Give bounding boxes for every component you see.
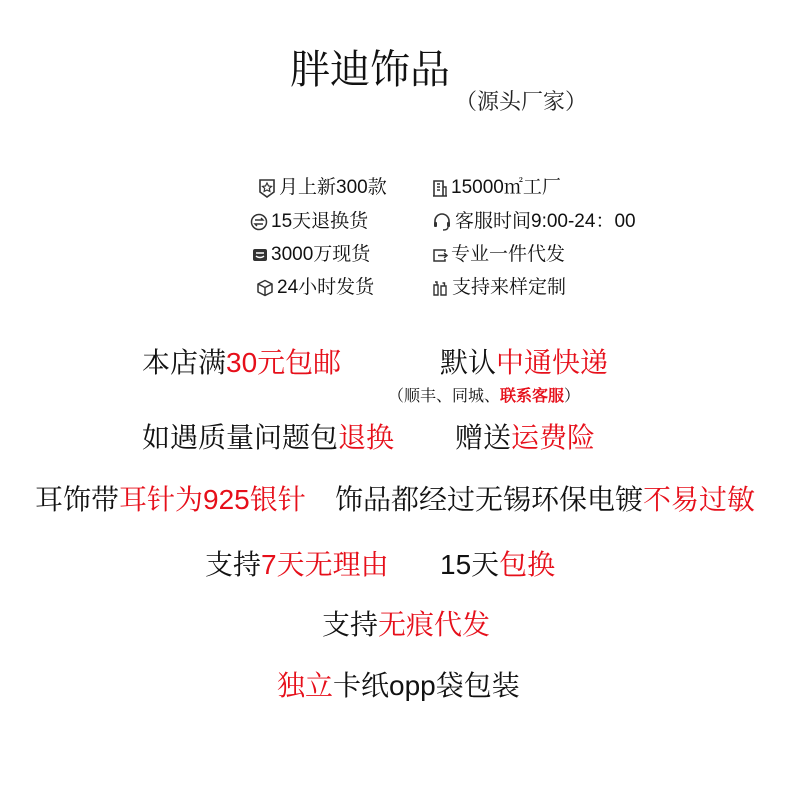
feature-text: 24小时发货 bbox=[277, 277, 375, 298]
feature-text: 15000㎡工厂 bbox=[451, 177, 561, 198]
feature-text: 15天退换货 bbox=[271, 211, 369, 232]
contact-service-text: 联系客服 bbox=[500, 388, 565, 405]
feature-new-arrivals bbox=[258, 176, 387, 200]
policy-highlight: 包换 bbox=[499, 549, 556, 580]
feature-text: 支持来样定制 bbox=[452, 277, 567, 298]
policy-highlight: 不易过敏 bbox=[643, 484, 756, 515]
quality-return-policy bbox=[142, 420, 394, 456]
dropship-policy bbox=[322, 607, 490, 643]
note-text: （顺丰、同城、 bbox=[388, 388, 501, 405]
policy-text: 支持 bbox=[205, 549, 262, 580]
policy-highlight: 耳针为925银针 bbox=[119, 484, 306, 515]
new-badge-icon bbox=[258, 178, 276, 198]
shop-subtitle: （源头厂家） bbox=[455, 89, 588, 114]
feature-text: 月上新300款 bbox=[279, 177, 387, 198]
policy-text: 支持 bbox=[322, 609, 379, 640]
policy-text: 耳饰带 bbox=[35, 484, 120, 515]
policy-highlight: 中通快递 bbox=[496, 347, 609, 378]
packaging-policy bbox=[277, 668, 520, 704]
feature-24h-shipping bbox=[256, 276, 374, 300]
feature-return bbox=[250, 210, 368, 234]
policy-text: 赠送 bbox=[455, 422, 512, 453]
note-text: ） bbox=[564, 388, 581, 405]
policy-text: 卡纸opp袋包装 bbox=[333, 670, 520, 701]
feature-text: 客服时间9:00-24：00 bbox=[455, 211, 636, 232]
policy-highlight: 独立 bbox=[277, 670, 334, 701]
exchange-policy bbox=[440, 547, 555, 583]
package-icon bbox=[256, 279, 274, 297]
headset-icon bbox=[432, 213, 452, 231]
policy-text: 本店满 bbox=[142, 347, 227, 378]
policy-text: 15天 bbox=[440, 549, 500, 580]
policy-highlight: 运费险 bbox=[511, 422, 596, 453]
courier-note bbox=[388, 387, 580, 407]
plating-policy bbox=[335, 482, 755, 518]
earring-needle-policy bbox=[35, 482, 306, 518]
building-icon bbox=[432, 179, 448, 197]
dropship-icon bbox=[432, 247, 448, 263]
feature-text: 3000万现货 bbox=[271, 244, 371, 265]
stock-box-icon bbox=[252, 247, 268, 263]
feature-service-hours bbox=[432, 210, 636, 234]
policy-text: 饰品都经过无锡环保电镀 bbox=[335, 484, 644, 515]
feature-custom-samples bbox=[431, 276, 566, 300]
policy-text: 默认 bbox=[440, 347, 497, 378]
feature-factory bbox=[432, 176, 561, 200]
feature-text: 专业一件代发 bbox=[451, 244, 566, 265]
policy-highlight: 无痕代发 bbox=[378, 609, 491, 640]
exchange-icon bbox=[250, 213, 268, 231]
shop-title: 胖迪饰品 bbox=[290, 48, 450, 92]
courier-policy bbox=[440, 345, 608, 381]
policy-text: 如遇质量问题包 bbox=[142, 422, 339, 453]
policy-highlight: 退换 bbox=[338, 422, 395, 453]
sample-icon bbox=[431, 279, 449, 297]
policy-highlight: 30元包邮 bbox=[226, 347, 342, 378]
feature-dropship bbox=[432, 243, 565, 267]
free-shipping-policy bbox=[142, 345, 341, 381]
no-reason-return-policy bbox=[205, 547, 389, 583]
feature-stock bbox=[252, 243, 370, 267]
shipping-insurance-policy bbox=[455, 420, 595, 456]
policy-highlight: 7天无理由 bbox=[261, 549, 389, 580]
